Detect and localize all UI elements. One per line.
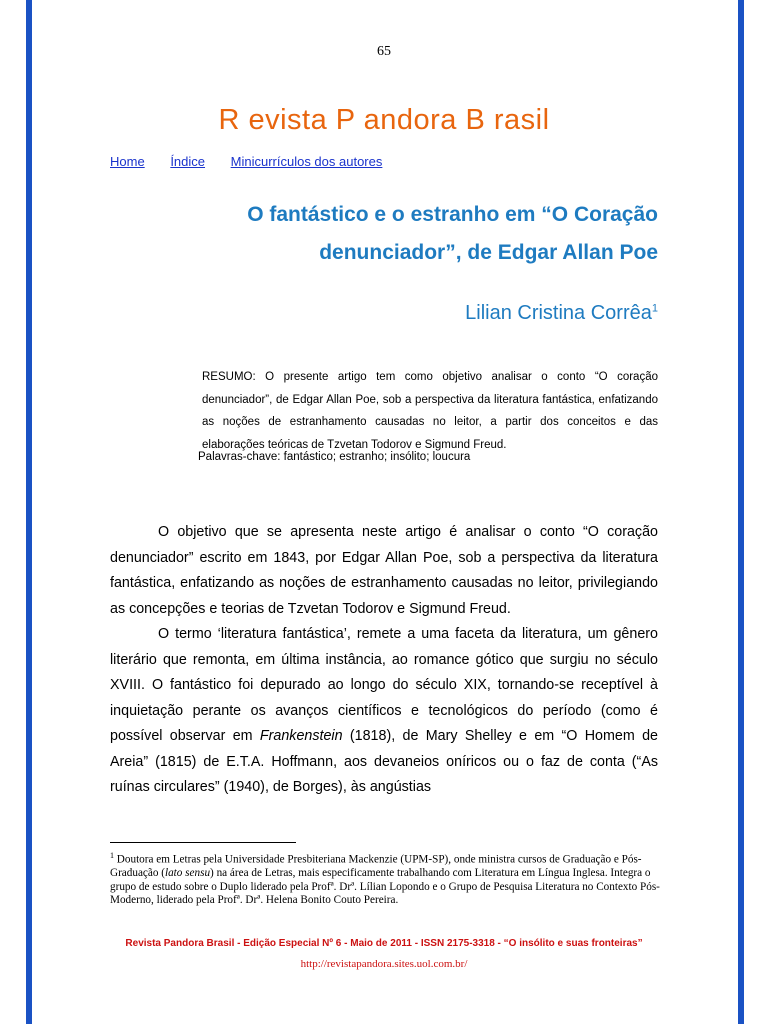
article-body	[110, 520, 658, 801]
footnote-mark: 1	[110, 851, 114, 860]
abstract: RESUMO: O presente artigo tem como objetivo analisar o conto “O coração denunciador”, de Edgar Allan Poe, sob a perspectiva da literatura fantástica, enfatizando as noções de estranhamento causadas no leitor, a partir dos conceitos e das elaborações teóricas de Tzvetan Todorov e Sigmund Freud.	[202, 371, 658, 451]
footnote-text-start: Doutora em Letras pela Universidade Presbiteriana Mackenzie (UPM-SP), onde ministra cursos de Graduação e Pós-Graduação (	[110, 853, 642, 880]
footnote-text-end: ) na área de Letras, mais especificamente trabalhando com Literatura em Língua Inglesa. Integra o grupo de estudo sobre o Duplo liderado pela Profª. Drª. Lílian Lopondo e o Grupo de Pesquisa Literatura no Contexto Pós-Moderno, liderado pela Profª. Drª. Helena Bonito Couto Pereira.	[110, 867, 660, 906]
body-paragraph-2	[110, 622, 658, 801]
author-name	[110, 302, 658, 325]
nav-links	[110, 154, 404, 169]
body-paragraph-2-italic: Frankenstein	[259, 728, 343, 744]
author-text: Lilian Cristina Corrêa	[465, 302, 652, 324]
body-paragraph-1: O objetivo que se apresenta neste artigo é analisar o conto “O coração denunciador” escrito em 1843, por Edgar Allan Poe, sob a perspectiva da literatura fantástica, enfatizando as noções de estranhamento causadas no leitor, privilegiando as concepções e teorias de Tzvetan Todorov e Sigmund Freud.	[110, 524, 658, 617]
footnote-divider	[110, 842, 296, 843]
nav-authors-link[interactable]: Minicurrículos dos autores	[230, 154, 383, 169]
journal-title: R evista P andora B rasil	[218, 104, 550, 136]
page-number: 65	[377, 44, 391, 59]
footer-url[interactable]: http://revistapandora.sites.uol.com.br/	[300, 958, 468, 970]
footnote	[110, 849, 670, 907]
nav-index-link[interactable]: Índice	[170, 154, 206, 169]
left-border	[26, 0, 32, 1024]
article-title-line2: denunciador”, de Edgar Allan Poe	[319, 241, 658, 264]
article-title-line1: O fantástico e o estranho em “O Coração	[247, 203, 658, 226]
nav-home-link[interactable]: Home	[110, 154, 145, 169]
article-title	[110, 196, 658, 272]
footnote-text-italic: lato sensu	[164, 867, 211, 880]
right-border	[738, 0, 744, 1024]
author-footnote-mark[interactable]: 1	[651, 302, 658, 315]
keywords: Palavras-chave: fantástico; estranho; insólito; loucura	[198, 451, 471, 463]
body-paragraph-2-end: (1818), de Mary Shelley e em “O Homem de Areia” (1815) de E.T.A. Hoffmann, aos devaneios oníricos ou o faz de conta (“As ruínas circulares” (1940), de Borges), às angústias	[110, 728, 658, 795]
footer-publication-info: Revista Pandora Brasil - Edição Especial Nº 6 - Maio de 2011 - ISSN 2175-3318 - “O insólito e suas fronteiras”	[125, 938, 643, 949]
body-paragraph-2-start: O termo ‘literatura fantástica’, remete a uma faceta da literatura, um gênero literário que remonta, em última instância, ao romance gótico que surgiu no século XVIII. O fantástico foi depurado ao longo do século XIX, tornando-se receptível à inquietação perante os avanços científicos e tecnológicos do período (como é possível observar em	[110, 626, 658, 744]
